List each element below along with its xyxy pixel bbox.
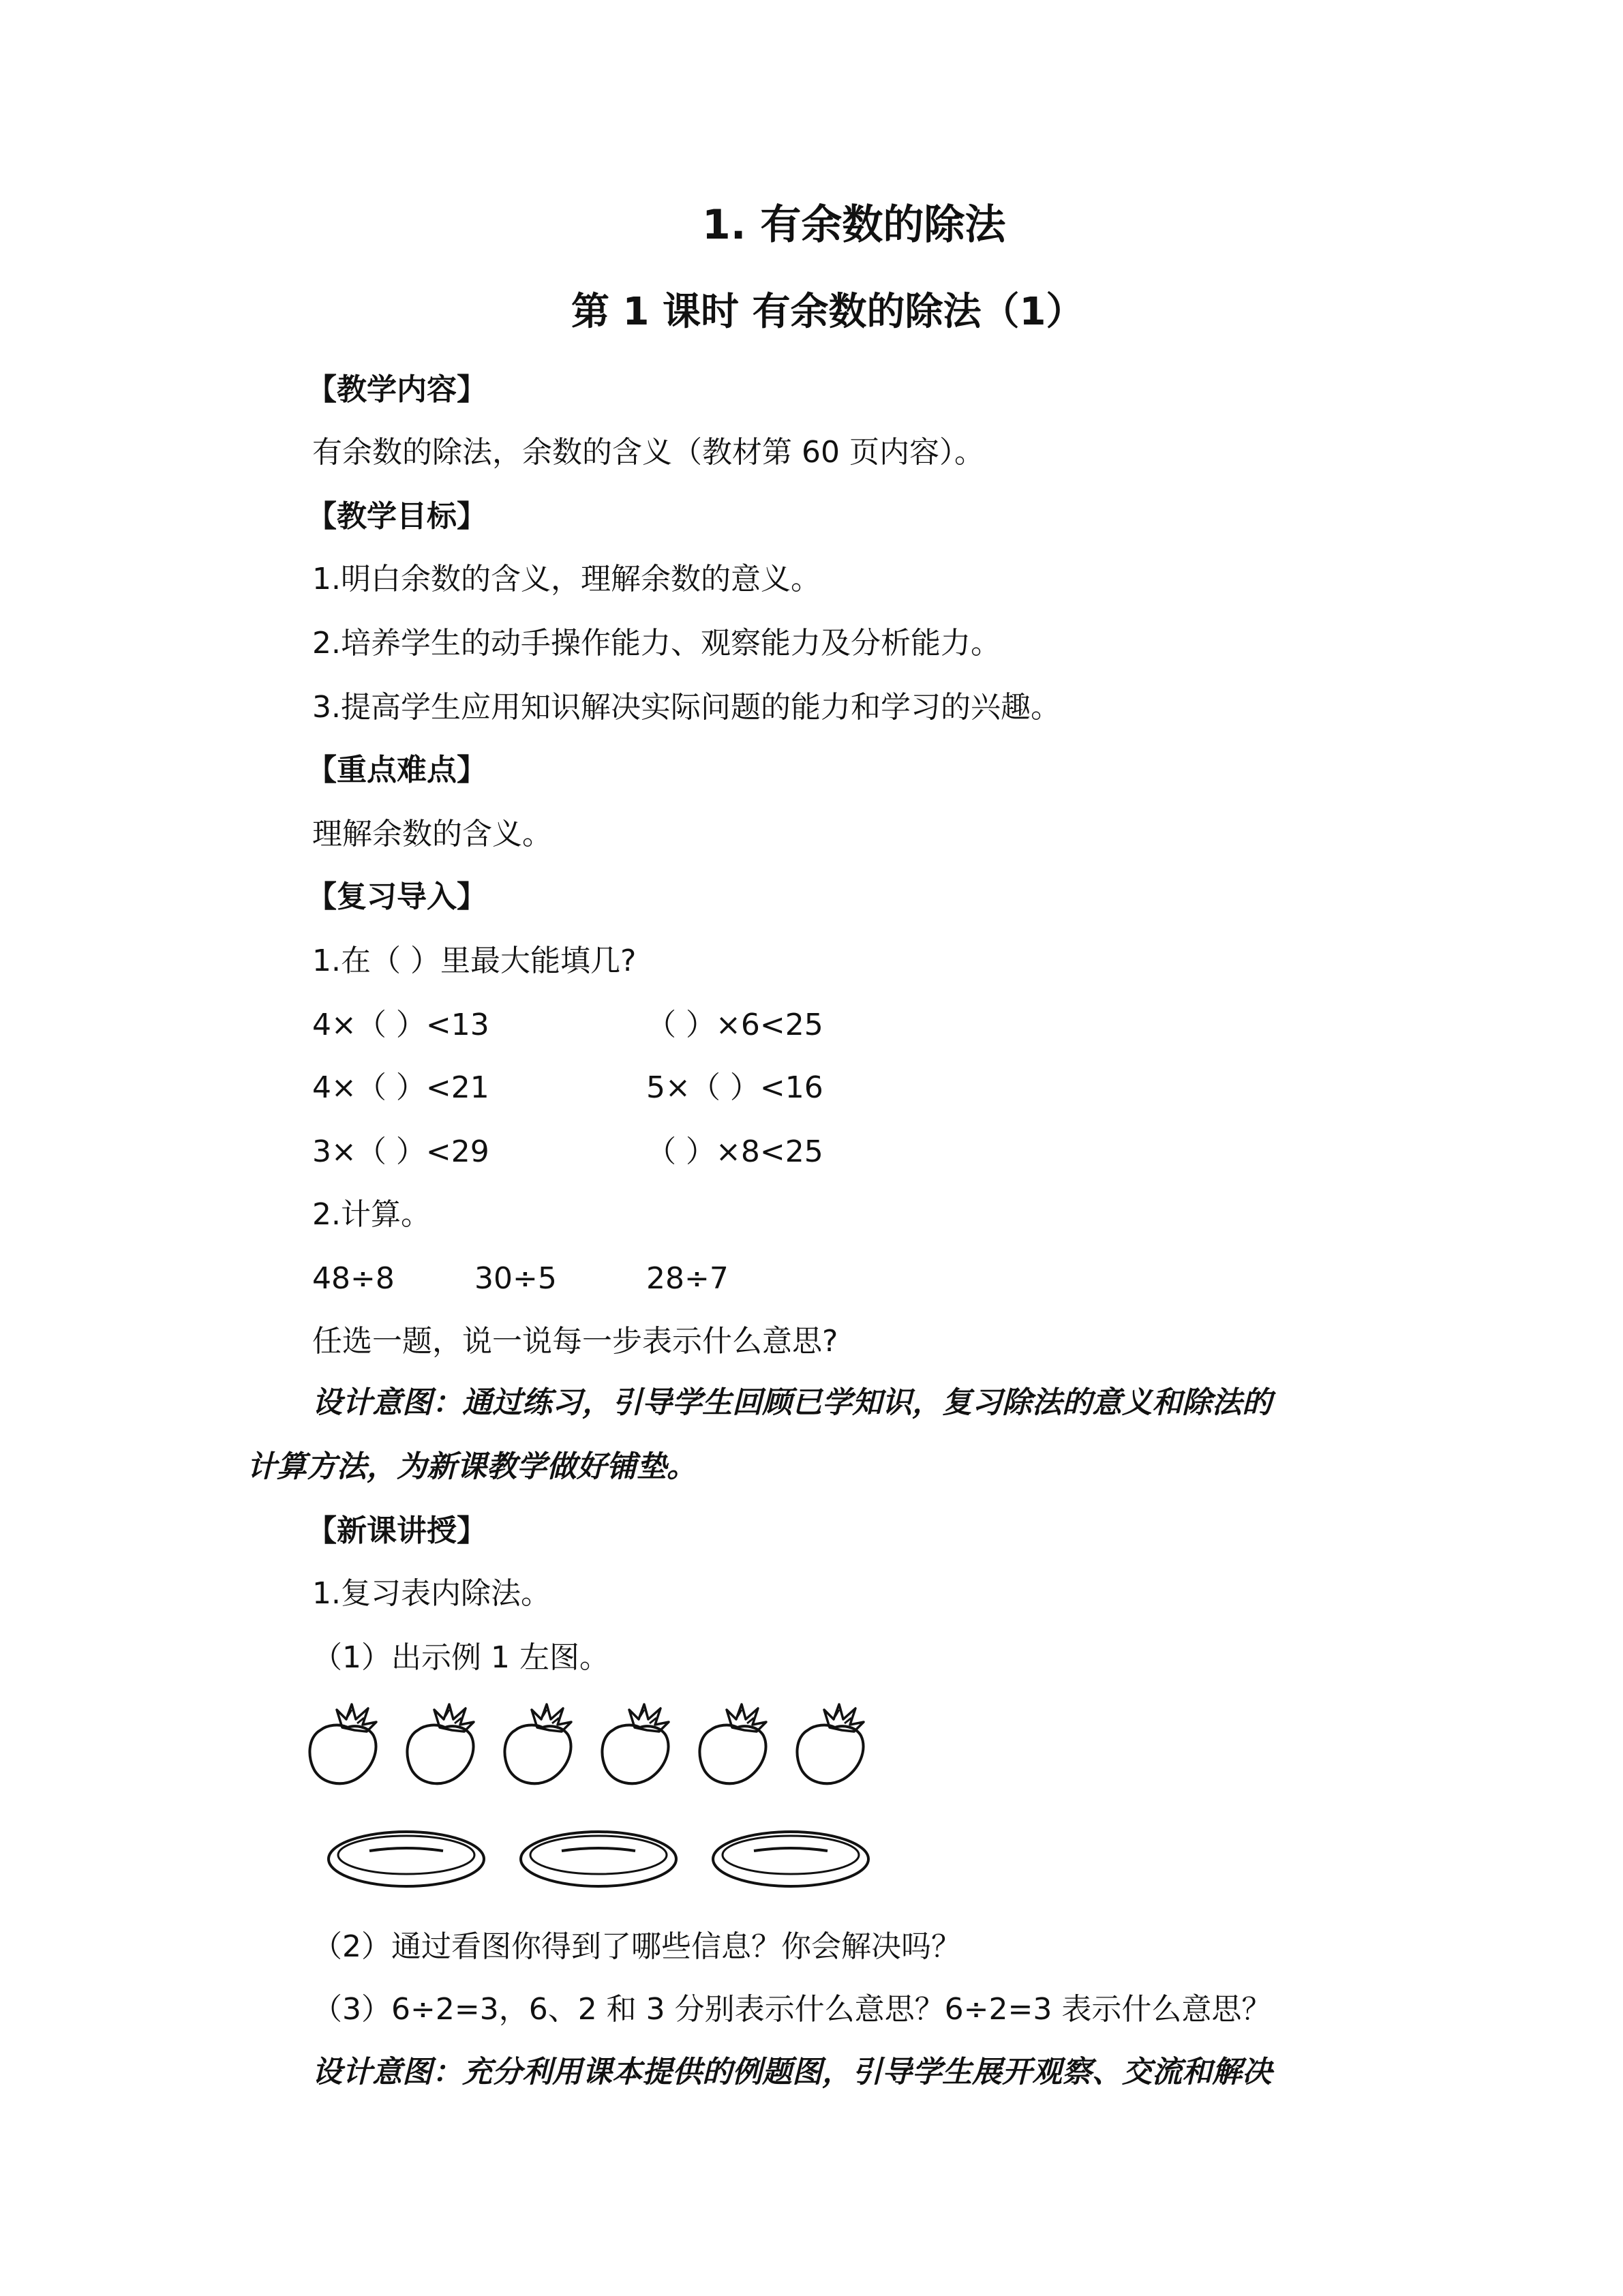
design-intent-continued: 计算方法，为新课教学做好铺垫。 xyxy=(247,1449,697,1484)
strawberry-icon xyxy=(797,1704,864,1783)
review-prompt: 任选一题，说一说每一步表示什么意思? xyxy=(312,1324,838,1359)
strawberry-icon xyxy=(309,1704,376,1783)
goal-item: 2.培养学生的动手操作能力、观察能力及分析能力。 xyxy=(312,626,1001,661)
new-lesson-heading: 【新课讲授】 xyxy=(307,1513,487,1548)
design-intent: 设计意图：通过练习，引导学生回顾已学知识，复习除法的意义和除法的 xyxy=(312,1385,1272,1420)
strawberry-icon xyxy=(699,1704,766,1783)
inequality-item: （ ）×8<25 xyxy=(646,1134,823,1169)
content-heading: 【教学内容】 xyxy=(307,372,487,407)
step-3: （3）6÷2=3，6、2 和 3 分别表示什么意思？6÷2=3 表示什么意思？ xyxy=(312,1992,1272,2027)
lesson-subtitle: 第 1 课时 有余数的除法（1） xyxy=(571,290,1084,334)
inequality-item: （ ）×6<25 xyxy=(646,1008,823,1042)
calc-item: 30÷5 xyxy=(474,1261,557,1296)
plate-icon xyxy=(329,1832,484,1886)
plate-icon xyxy=(713,1832,868,1886)
content-text: 有余数的除法，余数的含义（教材第 60 页内容）。 xyxy=(312,435,984,470)
calc-item: 28÷7 xyxy=(646,1261,729,1296)
strawberry-icon xyxy=(407,1704,474,1783)
design-intent-2: 设计意图：充分利用课本提供的例题图，引导学生展开观察、交流和解决 xyxy=(312,2055,1272,2089)
review-heading: 【复习导入】 xyxy=(307,879,487,914)
inequality-item: 4×（ ）<21 xyxy=(312,1070,489,1105)
step-2: （2）通过看图你得到了哪些信息？你会解决吗？ xyxy=(312,1929,961,1964)
example-figure xyxy=(300,1691,900,1909)
plate-group xyxy=(329,1832,868,1886)
inequality-item: 4×（ ）<13 xyxy=(312,1008,489,1042)
new-lesson-item-1: 1.复习表内除法。 xyxy=(312,1576,551,1611)
goal-item: 3.提高学生应用知识解决实际问题的能力和学习的兴趣。 xyxy=(312,690,1061,725)
key-points-heading: 【重点难点】 xyxy=(307,753,487,787)
strawberry-icon xyxy=(602,1704,669,1783)
strawberry-group xyxy=(309,1704,864,1783)
page-title: 1. 有余数的除法 xyxy=(702,201,1006,249)
plate-icon xyxy=(521,1832,676,1886)
strawberry-icon xyxy=(504,1704,571,1783)
key-points-text: 理解余数的含义。 xyxy=(312,817,552,851)
inequality-item: 3×（ ）<29 xyxy=(312,1134,489,1169)
review-question-1: 1.在（ ）里最大能填几? xyxy=(312,943,637,978)
review-question-2: 2.计算。 xyxy=(312,1197,431,1232)
step-1: （1）出示例 1 左图。 xyxy=(312,1640,609,1675)
goals-heading: 【教学目标】 xyxy=(307,499,487,534)
calc-item: 48÷8 xyxy=(312,1261,395,1296)
goal-item: 1.明白余数的含义，理解余数的意义。 xyxy=(312,562,821,596)
inequality-item: 5×（ ）<16 xyxy=(646,1070,823,1105)
